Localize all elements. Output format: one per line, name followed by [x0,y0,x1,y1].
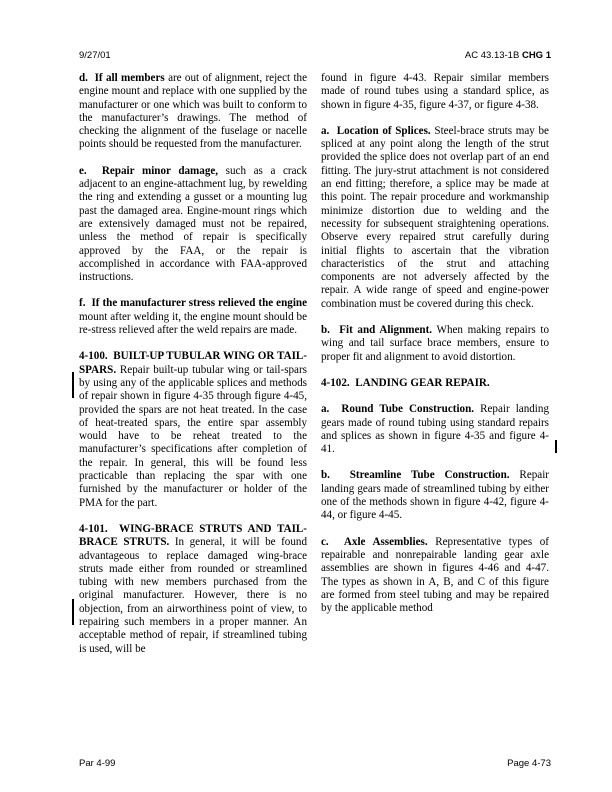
revision-bar-4-102 [555,440,557,453]
header-date: 9/27/01 [79,50,111,61]
revision-bar-4-100 [72,372,74,398]
paragraph-e [79,165,307,285]
section-4-102 [321,377,549,390]
paragraph-streamline-tube-body: Repair landing gears made of streamlined tubing by either one of the methods shown in figure 4-42, figure 4-44, or figure 4-45. [321,469,549,522]
header-doc-number: AC 43.13-1B [464,50,520,61]
section-4-101-body: In general, it will be found advantageous to replace damaged wing-brace struts made either from rounded or streamlined tubing with new members purchased from the original manufacturer. However, there is no objection, from an airworthiness point of view, to repairing such members in a proper manner. An acceptable method of repair, if streamlined tubing is used, will be [79,536,307,655]
paragraph-round-tube-lead: a. Round Tube Construction. [321,403,475,416]
paragraph-f-body: mount after welding it, the engine mount should be re-stress relieved after the weld repairs are made. [79,310,307,337]
right-column [321,72,549,628]
section-4-100 [79,350,307,510]
paragraph-d [79,72,307,152]
paragraph-fit-and-alignment-body: When making repairs to wing and tail surface brace members, ensure to proper fit and alignment to avoid distortion. [321,324,549,363]
paragraph-d-lead: d. If all members [79,72,165,84]
paragraph-f-lead: f. If the manufacturer stress relieved the engine [79,297,307,310]
paragraph-axle-assemblies [321,536,549,616]
paragraph-streamline-tube [321,469,549,522]
paragraph-f [79,297,307,337]
paragraph-location-of-splices [321,125,549,311]
paragraph-e-body: such as a crack adjacent to an engine-attachment lug, by rewelding the ring and extending a gusset or a mounting lug past the damaged area. Engine-mount rings which are extensively damaged must not be repaired, unless the method of repair is specifically approved by the FAA, or the repair is accomplished in accordance with FAA-approved instructions. [79,164,307,284]
paragraph-streamline-tube-lead: b. Streamline Tube Construction. [321,469,510,482]
left-column [79,72,307,669]
header-change: CHG 1 [521,50,551,61]
section-4-102-heading: 4-102. LANDING GEAR REPAIR. [321,376,490,389]
footer-paragraph-ref: Par 4-99 [79,758,116,769]
paragraph-fit-and-alignment-lead: b. Fit and Alignment. [321,324,433,337]
paragraph-fit-and-alignment [321,324,549,364]
paragraph-location-of-splices-body: Steel-brace struts may be spliced at any point along the length of the strut provided the splice does not overlap part of an end fitting. The jury-strut attachment is not considered an end fitting; therefore, a splice may be made at this point. The repair procedure and workmanship minimize distortion due to welding and the necessity for subsequent straightening operations. Observe every repaired strut carefully during initial flights to ascertain that the vibration characteristics of the strut and attaching components are not adversely affected by the repair. A wide range of speed and engine-power combination must be covered during this check. [321,124,549,310]
paragraph-d-body: are out of alignment, reject the engine mount and replace with one supplied by the manufacturer or one which was built to conform to the manufacturer’s drawings. The method of checking the alignment of the fuselage or nacelle points should be requested from the manufacturer. [79,72,307,151]
paragraph-e-lead: e. Repair minor damage, [79,164,219,177]
section-4-101-heading: 4-101. WING-BRACE STRUTS AND TAIL-BRACE STRUTS. [79,522,307,549]
paragraph-round-tube-body: Repair landing gears made of round tubing using standard repairs and splices as shown in figure 4-35 and figure 4-41. [321,403,549,456]
paragraph-continued: found in figure 4-43. Repair similar members made of round tubes using a standard splice, as shown in figure 4-35, figure 4-37, or figure 4-38. [321,72,549,111]
footer-page-number: Page 4-73 [507,758,551,769]
paragraph-location-of-splices-lead: a. Location of Splices. [321,124,431,137]
section-4-100-body: Repair built-up tubular wing or tail-spars by using any of the applicable splices and methods of repair shown in figure 4-35 through figure 4-45, provided the spars are not heat treated. In the case of heat-treated spars, the entire spar assembly would have to be reheat treated to the manufacturer’s specifications after completion of the repair. In general, this will be found less practicable than replacing the spar with one furnished by the manufacturer or holder of the PMA for the part. [79,363,307,509]
section-4-100-heading: 4-100. BUILT-UP TUBULAR WING OR TAIL-SPARS. [79,350,307,376]
section-4-101 [79,523,307,656]
revision-bar-4-101 [72,599,74,625]
paragraph-axle-assemblies-lead: c. Axle Assemblies. [321,535,428,548]
header-doc-id [465,50,551,61]
paragraph-axle-assemblies-body: Representative types of repairable and nonrepairable landing gear axle assemblies are shown in figures 4-46 and 4-47. The types as shown in A, B, and C of this figure are formed from steel tubing and may be repaired by the applicable method [321,535,549,615]
paragraph-round-tube [321,403,549,456]
